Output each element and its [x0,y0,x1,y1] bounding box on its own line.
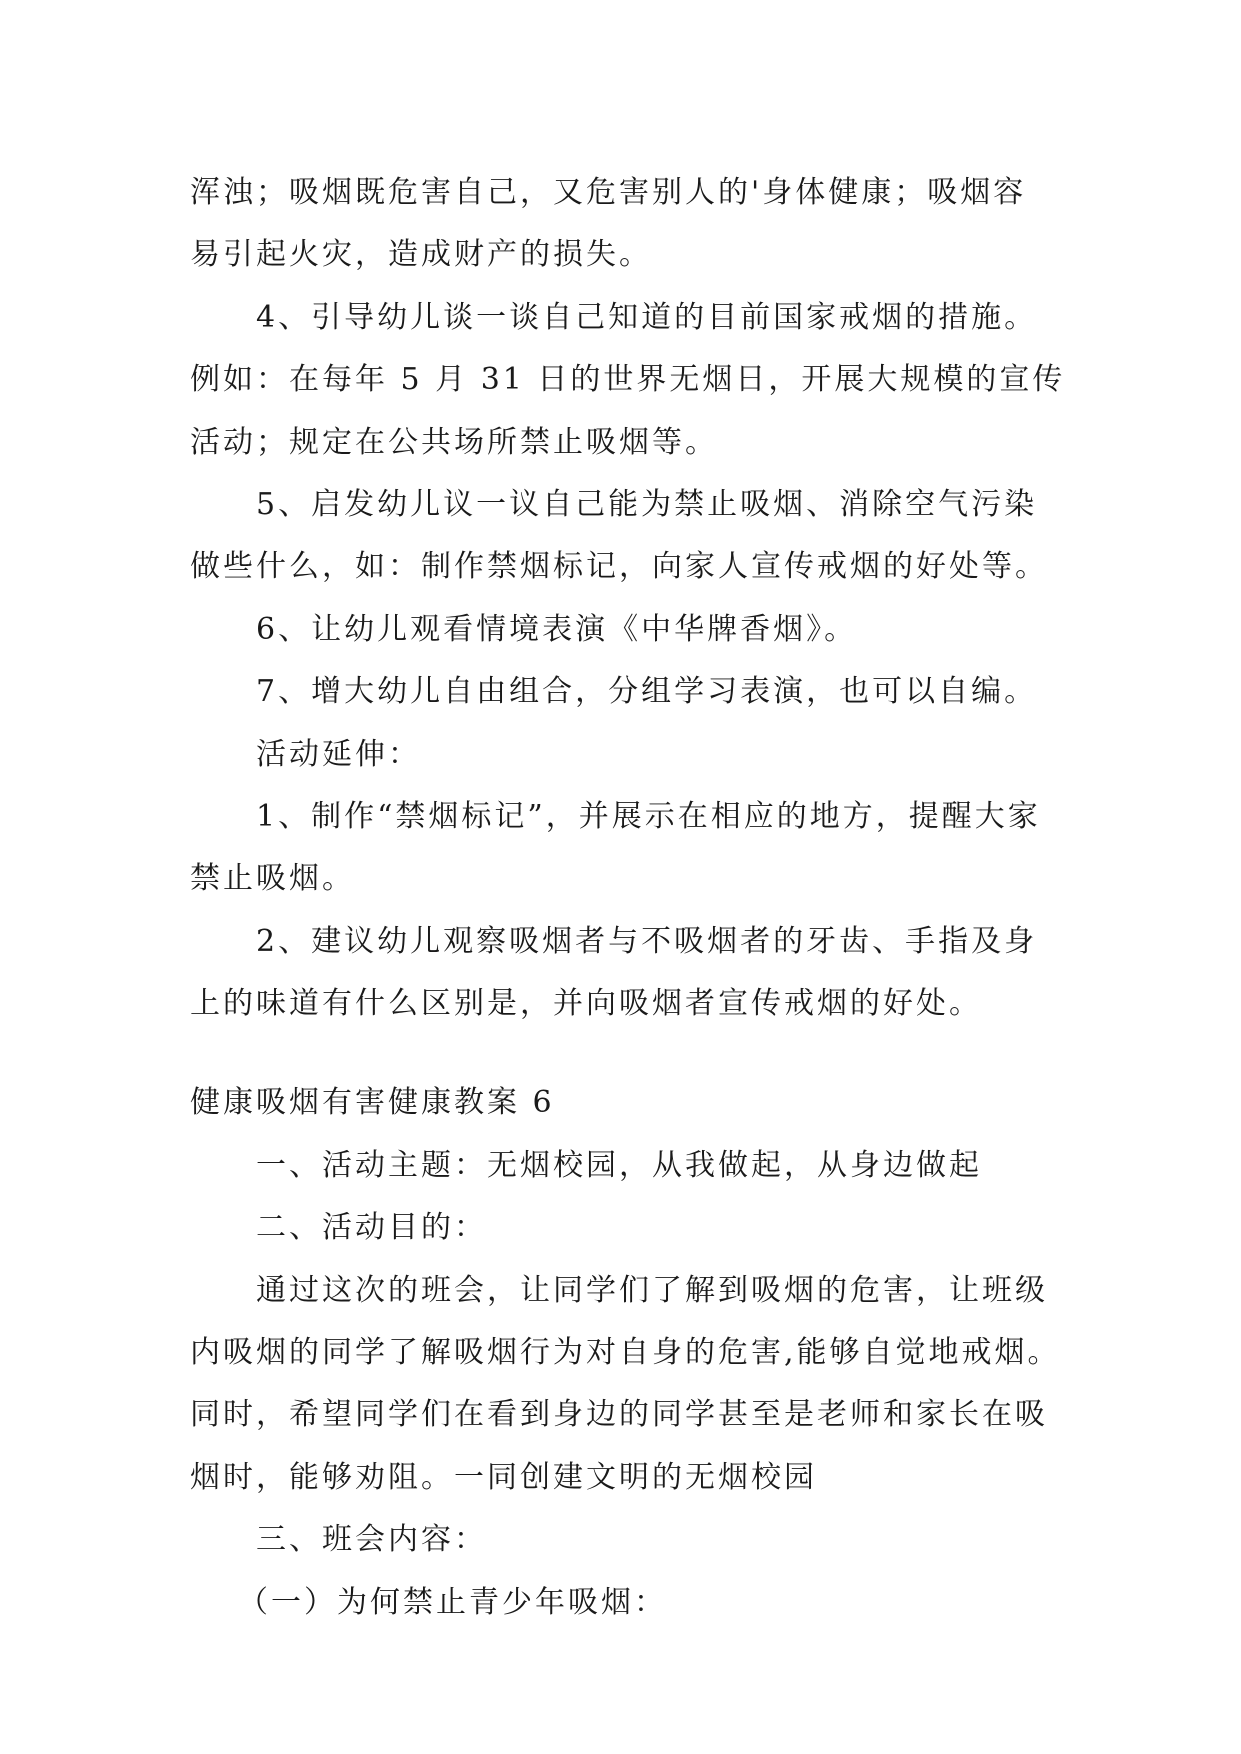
text-line: 例如：在每年 5 月 31 日的世界无烟日，开展大规模的宣传 [190,362,1066,398]
text-line: 1、制作“禁烟标记”，并展示在相应的地方，提醒大家 [256,798,1041,834]
goal-heading: 二、活动目的： [256,1210,487,1246]
text-line: 5、启发幼儿议一议自己能为禁止吸烟、消除空气污染 [256,486,1038,522]
paragraph-item-4 [190,287,1070,474]
text-line: 做些什么，如：制作禁烟标记，向家人宣传戒烟的好处等。 [190,549,1048,585]
text-line: 上的味道有什么区别是，并向吸烟者宣传戒烟的好处。 [190,986,982,1022]
paragraph-goal [190,1260,1070,1510]
document-body [190,162,1070,1634]
paragraph-item-6 [190,599,1070,661]
text-line: 2、建议幼儿观察吸烟者与不吸烟者的牙齿、手指及身 [256,923,1038,959]
text-line: 浑浊；吸烟既危害自己，又危害别人的'身体健康；吸烟容 [190,175,1027,210]
text-line: 6、让幼儿观看情境表演《中华牌香烟》。 [256,611,858,647]
text-line: 4、引导幼儿谈一谈自己知道的目前国家戒烟的措施。 [256,299,1038,335]
text-line: 7、增大幼儿自由组合，分组学习表演，也可以自编。 [256,674,1038,710]
text-line: 内吸烟的同学了解吸烟行为对自身的危害,能够自觉地戒烟。 [190,1335,1061,1371]
activity-theme: 一、活动主题：无烟校园，从我做起，从身边做起 [256,1147,982,1183]
extension-heading: 活动延伸： [256,736,421,772]
text-line: 烟时，能够劝阻。一同创建文明的无烟校园 [190,1459,817,1495]
text-line: 禁止吸烟。 [190,861,355,897]
text-line: 易引起火灾，造成财产的损失。 [190,237,652,273]
text-line: 通过这次的班会，让同学们了解到吸烟的危害，让班级 [256,1272,1048,1308]
paragraph-extension-2 [190,911,1070,1036]
paragraph-item-7 [190,661,1070,723]
sub-heading: （一）为何禁止青少年吸烟： [238,1584,667,1620]
text-line: 同时，希望同学们在看到身边的同学甚至是老师和家长在吸 [190,1397,1048,1433]
paragraph-continued [190,162,1070,287]
content-heading: 三、班会内容： [256,1522,487,1558]
section-gap [190,1035,1070,1072]
paragraph-extension-1 [190,786,1070,911]
text-line: 活动；规定在公共场所禁止吸烟等。 [190,424,718,460]
paragraph-item-5 [190,474,1070,599]
section-title: 健康吸烟有害健康教案 6 [190,1085,555,1121]
